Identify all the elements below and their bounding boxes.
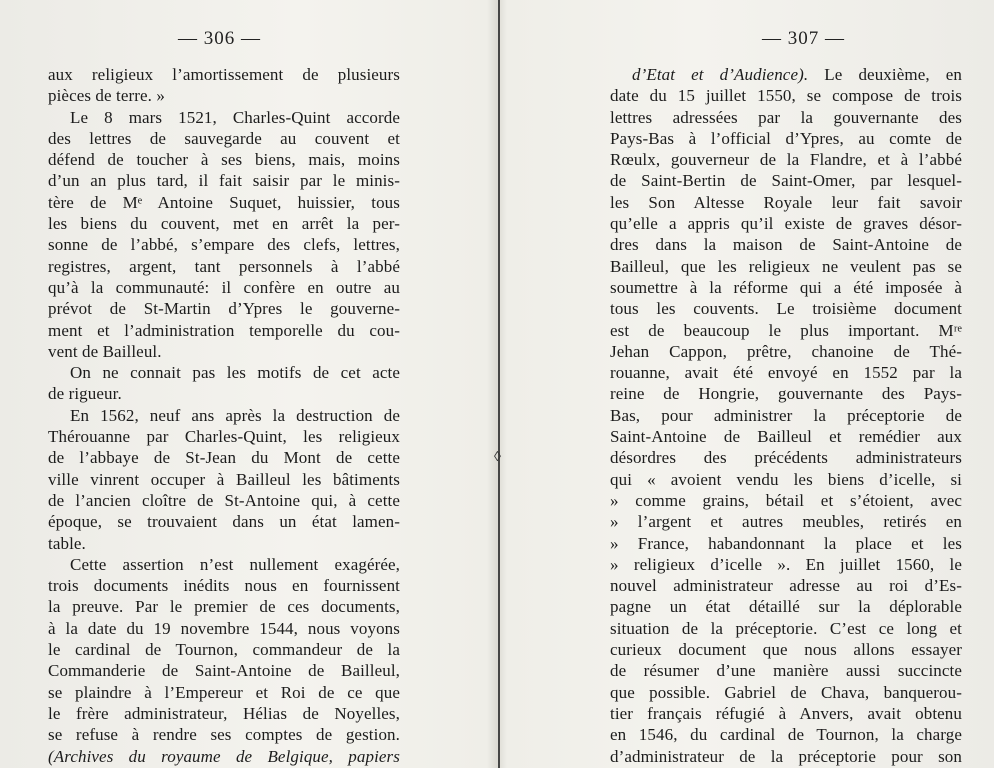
text-line: lettres adressées par la gouvernante des (610, 107, 962, 127)
text-line: Bailleul, que les religieux ne veulent pas se (610, 256, 962, 276)
text-line: prévot de St-Martin d’Ypres le gouverne- (48, 299, 400, 319)
text-line: Commanderie de Saint-Antoine de Bailleul, (48, 661, 400, 681)
text-line: dres dans la maison de Saint-Antoine de (610, 235, 962, 255)
text-line: » France, habandonnant la place et les (610, 533, 962, 553)
text-line: Thérouanne par Charles-Quint, les religieux (48, 427, 400, 447)
text-line: ville vinrent occuper à Bailleul les bâtiments (48, 469, 400, 489)
text-line: pagne un état détaillé sur la déplorable (610, 597, 962, 617)
text-line: aux religieux l’amortissement de plusieurs (48, 65, 400, 84)
text-line: défend de toucher à ses biens, mais, moins (48, 150, 400, 170)
text-line: les Son Altesse Royale leur fait savoir (610, 192, 962, 212)
text-line: qu’elle a appris qu’il existe de graves désor- (610, 214, 962, 234)
text-line: Rœulx, gouverneur de la Flandre, et à l’abbé (610, 150, 962, 170)
text-line: » l’argent et autres meubles, retirés en (610, 512, 962, 532)
text-line: la preuve. Par le premier de ces documents, (48, 597, 400, 617)
text-line: En 1562, neuf ans après la destruction de (70, 405, 400, 425)
text-line: qui « avoient vendu les biens d’icelle, si (610, 469, 962, 489)
text-line: situation de la préceptorie. C’est ce long et (610, 618, 962, 638)
left-page-number: — 306 — (178, 28, 261, 49)
text-line: soumettre à la réforme qui a été imposée à (610, 277, 962, 297)
text-line: d’administrateur de la préceptorie pour son (610, 746, 962, 766)
text-line: date du 15 juillet 1550, se compose de trois (610, 86, 962, 106)
text-line: de l’abbaye de St-Jean du Mont de cette (48, 448, 400, 468)
text-line: tous les couvents. Le troisième document (610, 299, 962, 319)
text-line: Le 8 mars 1521, Charles-Quint accorde (70, 107, 400, 127)
text-line: pièces de terre. » (48, 86, 165, 106)
text-line: rouanne, avait été envoyé en 1552 par la (610, 363, 962, 383)
text-line: de l’ancien cloître de St-Antoine qui, à cette (48, 490, 400, 510)
text-line: curieux document que nous allons essayer (610, 640, 962, 660)
text-line: tère de Mᵉ Antoine Suquet, huissier, tous (48, 192, 400, 212)
text-line: vent de Bailleul. (48, 341, 162, 361)
gutter-ornament-icon: ◊ (494, 450, 501, 465)
text-line: registres, argent, tant personnels à l’abbé (48, 256, 400, 276)
text-line: de résumer d’une manière aussi succincte (610, 661, 962, 681)
text-line: Cette assertion n’est nullement exagérée, (70, 554, 400, 574)
text-line: » religieux d’icelle ». En juillet 1560, le (610, 554, 962, 574)
text-line: Jehan Cappon, prêtre, chanoine de Thé- (610, 341, 962, 361)
text-line: se refuse à rendre ses comptes de gestion. (48, 725, 400, 745)
text-line: que possible. Gabriel de Chava, banquerou- (610, 682, 962, 702)
text-line: (Archives du royaume de Belgique, papiers (48, 746, 400, 766)
text-line: époque, se trouvaient dans un état lamen- (48, 512, 400, 532)
text-line: On ne connait pas les motifs de cet acte (70, 363, 400, 383)
text-line: qu’à la communauté: il confère en outre au (48, 277, 400, 297)
left-page-body (48, 64, 400, 767)
right-page-body (610, 64, 962, 767)
text-line: reine de Hongrie, gouvernante des Pays- (610, 384, 962, 404)
text-line: se plaindre à l’Empereur et Roi de ce que (48, 682, 400, 702)
text-line: trois documents inédits nous en fournissent (48, 576, 400, 596)
text-line: le cardinal de Tournon, commandeur de la (48, 640, 400, 660)
text-line: en 1546, du cardinal de Tournon, la charge (610, 725, 962, 745)
text-line: table. (48, 533, 86, 553)
text-line: de Saint-Bertin de Saint-Omer, par lesquel- (610, 171, 962, 191)
text-line: les biens du couvent, met en arrêt la per- (48, 214, 400, 234)
text-line: le frère administrateur, Hélias de Noyelles, (48, 703, 400, 723)
text-line: est de beaucoup le plus important. Mʳᵉ (610, 320, 962, 340)
text-line: nouvel administrateur adresse au roi d’Es- (610, 576, 962, 596)
text-line: Saint-Antoine de Bailleul et remédier aux (610, 427, 962, 447)
text-line: » comme grains, bétail et s’étoient, avec (610, 490, 962, 510)
right-page (500, 0, 994, 768)
text-line: Bas, pour administrer la préceptorie de (610, 405, 962, 425)
text-line: des lettres de sauvegarde au couvent et (48, 128, 400, 148)
text-line: de rigueur. (48, 384, 122, 404)
text-line: Pays-Bas à l’official d’Ypres, au comte de (610, 128, 962, 148)
text-line: d’un an plus tard, il fait saisir par le minis- (48, 171, 400, 191)
text-line: sonne de l’abbé, s’empare des clefs, lettres, (48, 235, 400, 255)
text-line: d’Etat et d’Audience). Le deuxième, en (632, 65, 962, 84)
text-line: tier français réfugié à Anvers, avait obtenu (610, 703, 962, 723)
right-page-number: — 307 — (762, 28, 845, 49)
text-line: ment et l’administration temporelle du cou- (48, 320, 400, 340)
text-line: à la date du 19 novembre 1544, nous voyons (48, 618, 400, 638)
text-line: désordres des précédents administrateurs (610, 448, 962, 468)
